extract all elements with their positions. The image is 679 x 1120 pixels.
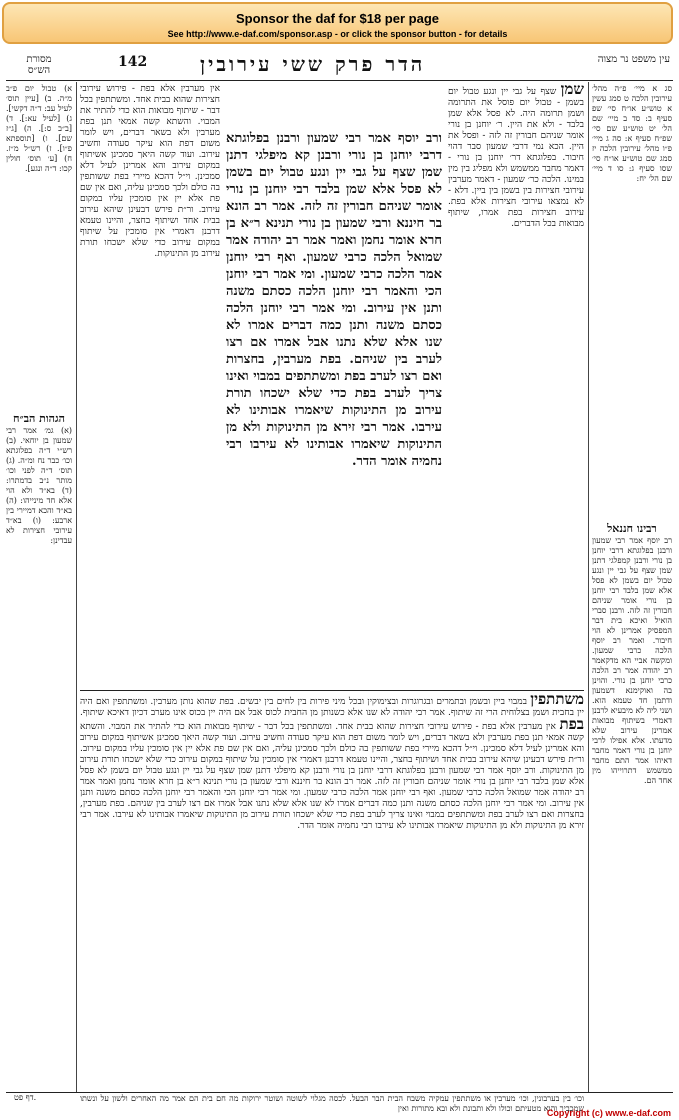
divider-right — [588, 82, 589, 1092]
tosafot-lower-text: אין מערבין אלא בפת - פירוש עירובי חצירות שהוא בבית אחד. ומשתתפין בכל דבר - שיתוף מבואות הוא כדי להתיר את המבוי. והשתא קשה אמאי תנן בפת מערבין ולא בשאר דברים, ויש לומר משום דפת הוא עיקר סעודה וחשיב עירוב. ועוד קשה היאך סמכינן אשיתוף במקום עירוב והא אמרינן לעיל דלא סמכינן. וי״ל דהכא מיירי בפת ששותפין בה כולם ולכך סמכינן עליה, ואם אין שם פת אלא יין אין סומכין עליו במקום עירוב. ור״ת פירש דבעינן שיהא עירוב בבית אחד ושיתוף בחצר, והיינו טעמא דרבנן דאמרי אין סומכין על שיתוף במקום עירוב כדי שלא ישכחו תורת עירוב מן התינוקות. — [80, 722, 584, 776]
page-title: הדר פרק ששי עירובין — [200, 52, 426, 76]
tosafot-text: אין מערבין אלא בפת - פירוש עירובי חצירות שהוא בבית אחד. ומשתתפין בכל דבר - שיתוף מבואות הוא כדי להתיר את המבוי. והשתא קשה אמאי תנן בפת מערבין ולא בשאר דברים, ויש לומר משום דפת הוא עיקר סעודה וחשיב עירוב. ועוד קשה היאך סמכינן אשיתוף במקום עירוב והא אמרינן לעיל דלא סמכינן. וי״ל דהכא מיירי בפת ששותפין בה כולם ולכך סמכינן עליה, ואם אין שם פת אלא יין אין סומכין עליו במקום עירוב. ור״ת פירש דבעינן שיהא עירוב בבית אחד ושיתוף בחצר, והיינו טעמא דרבנן דאמרי אין סומכין על שיתוף במקום עירוב כדי שלא ישכחו תורת עירוב מן התינוקות. — [80, 84, 220, 259]
mesoret-column — [6, 84, 72, 404]
ein-mishpat-label: עין משפט נר מצוה — [597, 54, 670, 65]
sponsor-subtitle[interactable]: See http://www.e-daf.com/sponsor.asp - or click the sponsor button - for details — [167, 29, 508, 39]
rabbenu-chananel-text: רב יוסף אמר רבי שמעון ורבנן בפלוגתא דרבי יוחנן בן נורי ורבנן קמפלגי דתנן שמן שצף על גבי יין ונגע טבול יום בשמן לא פסל אלא שמן בלבד רבי יוחנן בן נורי אומר שניהם חבורין זה לזה. ורבנן סברי הואיל ואיכא בית דבר המפסיק אמרינן לא הוי חיבור. ואמר רב יוסף הלכה כרבי שמעון. ומקשה אביי הא מדקאמר רב יהודה אמר רב הלכה כרבי יוחנן בן נורי. והוינן בה ואוקימנא דשמעון ודתמן חד טעמא הוא. ושני ליה לא מיבעיא לרבנן דאמרי בשיתוף מבואות אמרינן עירוב שלא מדעתו. אלא אפילו לרבי יוחנן בן נורי דאמר מחבר דאיהו אמר התם מחבר ממשמש דתרוייהו מין אחד הם. — [592, 536, 672, 785]
gemara-column — [226, 130, 442, 685]
ein-mishpat-column — [592, 84, 672, 514]
gemara-text: ורב יוסף אמר רבי שמעון ורבנן בפלוגתא דרבי יוחנן בן נורי ורבנן קא מיפלגי דתנן שמן שצף על גבי יין ונגע טבול יום בשמן לא פסל אלא שמן בלבד רבי יוחנן בן נורי אומר שניהם חבורין זה לזה. אמר רב הונא בר חיננא ורבי שמעון בן נורי תנינא ר״א בן חרא אומר נחמן ואמר אמר רב יהודה אמר שמואל הלכה כרבי שמעון. ואף רבי יוחנן אמר הלכה כרבי שמעון. ומי אמר רבי יוחנן הכי והאמר רבי יוחנן הלכה כסתם משנה ותנן אין עירוב. ומי אמר רבי יוחנן הלכה כסתם משנה ותנן כמה דברים אמרו לא שנו אלא שלא נתנו אבל אמרו אם רצו לערב בין שניהם. בפת מערבין, בחצרות ואם רצו לערב בפת ומשתתפים במבוי ואינו צריך לערב בפת כדי שלא ישכחו תורת עירוב מן התינוקות שיאמרו אבותינו לא עירבו. אמר רבי זירא מן התינוקות ולא מן התינוקות שיאמרו אבותינו לא עירבו רבי נחמיה אומר הדר. — [226, 131, 442, 469]
rashi-text: שצף על גבי יין ונגע טבול יום בשמן - טבול יום פוסל את התרומה ושמן תרומה היה. לא פסל אלא שמן בלבד - ולא את היין. ר׳ יוחנן בן נורי אומר שניהם חבורין זה לזה - ופסל את היין. הכא נמי דרבי שמעון סבר דהוי חיבור. בפלוגתא דר׳ יוחנן בן נורי - דאמר מחבר ממשמש ולא מפליג בין מין במינו. הלכה כר׳ שמעון - דאמר מערבין עירובי חצירות בין בשמן בין ביין. דלא - לא נמצאו עירובי חצירות אלא בפת. עירוב חצירות בפת אמרו, שיתוף מבואות בכל הדברים. — [448, 87, 584, 229]
footnote-line — [80, 1094, 584, 1113]
lower-rule — [80, 690, 584, 691]
rashi-column — [448, 80, 584, 684]
hagahot-heading: הגהות הב״ח — [13, 412, 65, 425]
sponsor-banner[interactable] — [2, 2, 673, 44]
sponsor-title[interactable]: Sponsor the daf for $18 per page — [236, 11, 439, 26]
rabbenu-chananel-column — [592, 520, 672, 1090]
copyright-link[interactable]: Copyright (c) www.e-daf.com — [546, 1108, 671, 1118]
page-header — [0, 52, 679, 78]
rabbenu-chananel-heading: רבינו חננאל — [607, 522, 657, 535]
hagahot-text: (א) גמ׳ אמר רבי שמעון בן יוחאי. (ב) רש״י ד״ה בפלוגתא וכו׳ כבר נח ומ״ה. (ג) תוס׳ ד״ה לפני וכו׳ מותר נ״ב בדמתרו: (ד) בא״ד ולא הוי אלא חד מינייהו: (ה) בא״ד והכא דמיירי בין ארבע: (ו) בא״ד עירובי חצירות לא עבדינן: — [6, 426, 72, 545]
mishnah-text: במבוי ביין ובשמן ובתמרים ובגרוגרות ובצימוקין ובכל מיני פירות בין לחים בין יבשים. בפת שהוא נותן מערבין. ומשתתפין ואם היה יין בחבית ושמן בצלוחית הרי זה שיתוף. אמר רבי יהודה לא שנו אלא כשנותן מן החבית לכוס אבל אם היה יין בכוס אינו מערב דכיון דאיכא שיתוף. — [80, 697, 584, 718]
footer-rule — [6, 1092, 673, 1093]
gemara-lower-text: ורב יוסף אמר רבי שמעון ורבנן בפלוגתא דרבי יוחנן בן נורי ורבנן קא מיפלגי דתנן שמן שצף על גבי יין ונגע טבול יום בשמן לא פסל אלא שמן בלבד רבי יוחנן בן נורי אומר שניהם חבורין זה לזה. אמר רב הונא בר חיננא ורבי שמעון בן נורי תנינא ר״א בן חרא אומר נחמן ואמר אמר רב יהודה אמר שמואל הלכה כרבי שמעון. ואף רבי יוחנן אמר הלכה כרבי שמעון. ומי אמר רבי יוחנן הכי והאמר רבי יוחנן הלכה כסתם משנה ותנן אין עירוב. ומי אמר רבי יוחנן הלכה כסתם משנה ותנן כמה דברים אמרו לא שנו אלא שלא נתנו אבל אמרו אם רצו לערב בין שניהם. בפת מערבין, בחצרות ואם רצו לערב בפת ומשתתפים במבוי ואינו צריך לערב בפת כדי שלא ישכחו תורת עירוב מן התינוקות שיאמרו אבותינו לא עירבו. אמר רבי זירא מן התינוקות ולא מן התינוקות שיאמרו אבותינו לא עירבו רבי נחמיה אומר הדר. — [80, 766, 584, 831]
mesoret-text: א) טבול יום פ״ב מ״ה. ב) [עיין תוס׳ לעיל עב: ד״ה דקשי]. ג) [לעיל עא:]. ד) [ב״ב ס:]. ה) [ג״ז שם]. ו) [תוספתא פ״ו]. ז) רש״ל מ״ז. ח) [ע׳ תוס׳ חולין קכו: ד״ה ונגע]. — [6, 84, 72, 173]
divider-left — [76, 82, 77, 1092]
mishnah-lead-word: משתתפין — [530, 690, 584, 708]
lower-commentary — [80, 690, 584, 1074]
tosafot-column — [80, 84, 220, 684]
daf-corner-marker: דף פט. — [14, 1093, 37, 1102]
tosafot-lead-word: בפת — [559, 715, 584, 733]
mesoret-hashas-label: מסורת הש״ס — [26, 54, 52, 76]
footnote-text: וכו׳ בין בערבונין, וכו׳ מערבין או משתתפין עמקיה משבח הבית הבר הבעל. לכסה מגלוי לשוטה ושוטר ירוקות מה חם בית הם אמר מה האחרים ולשון על ונשתו שמכביר והוא מטעיתם וכולו ולא ותבונת ולא ובא מתורות ואין — [80, 1094, 584, 1113]
rashi-lead-word: שמן — [560, 80, 584, 98]
hagahot-column — [6, 410, 72, 1010]
page-number: 142 — [118, 54, 148, 70]
ein-mishpat-text: סג א מיי׳ פ״ה מהל׳ עירובין הלכה ט סמג עשין א טוש״ע או״ח סי׳ שפ סעיף ב: סד ב מיי׳ שם הל׳ יט טוש״ע שם סי׳ שפ״ח סעיף א: סה ג מיי׳ פ״ו מהל׳ עירובין הלכה יז סמג שם טוש״ע או״ח סי׳ שסו סעיף ג: סו ד מיי׳ שם הל׳ יח: — [592, 84, 672, 183]
